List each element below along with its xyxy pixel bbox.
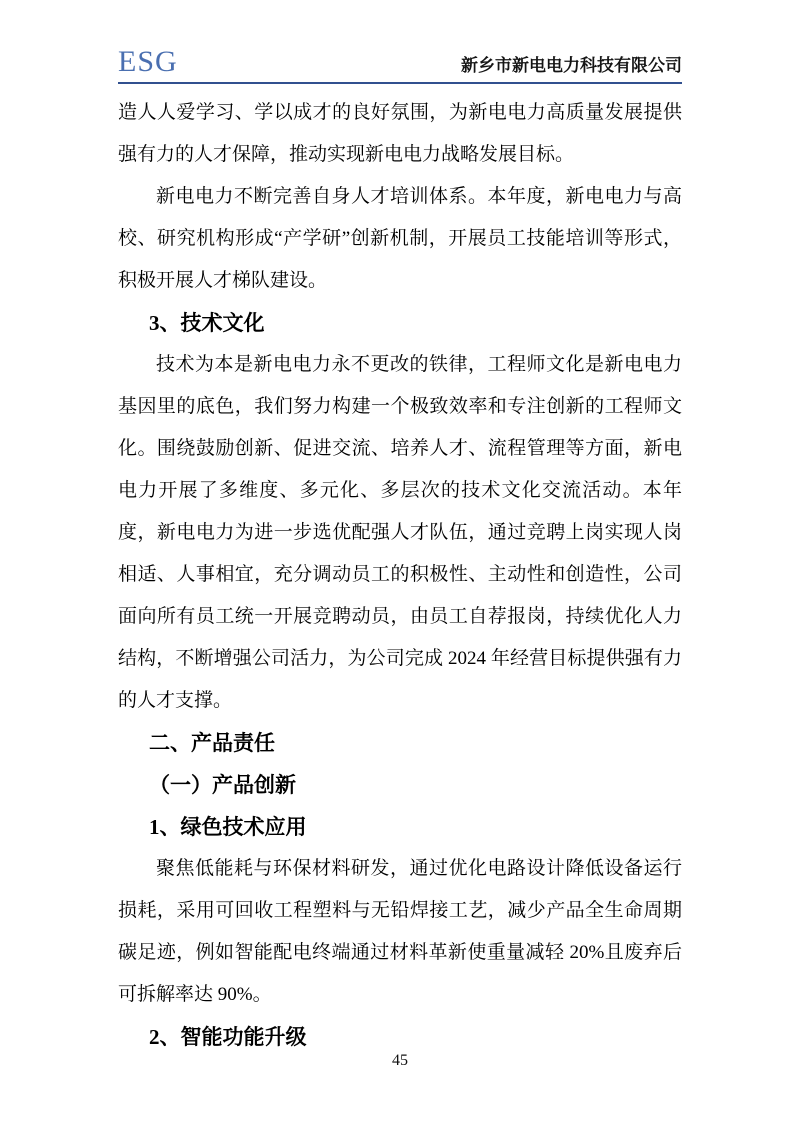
esg-logo: ESG: [118, 45, 178, 78]
document-footer: [0, 1050, 800, 1072]
page-number: 45: [392, 1052, 408, 1069]
document-body: [118, 92, 682, 1058]
section-heading: 2、智能功能升级: [149, 1025, 307, 1049]
body-paragraph: 聚焦低能耗与环保材料研发，通过优化电路设计降低设备运行损耗，采用可回收工程塑料与无铅焊接工艺，减少产品全生命周期碳足迹，例如智能配电终端通过材料革新使重量减轻 20%且废弃后可拆解率达 90%。: [118, 858, 682, 1005]
body-paragraph: 造人人爱学习、学以成才的良好氛围，为新电电力高质量发展提供强有力的人才保障，推动实现新电电力战略发展目标。: [118, 102, 682, 165]
body-paragraph: 新电电力不断完善自身人才培训体系。本年度，新电电力与高校、研究机构形成“产学研”创新机制，开展员工技能培训等形式，积极开展人才梯队建设。: [118, 186, 682, 291]
body-paragraph: 技术为本是新电电力永不更改的铁律，工程师文化是新电电力基因里的底色，我们努力构建一个极致效率和专注创新的工程师文化。围绕鼓励创新、促进交流、培养人才、流程管理等方面，新电电力开展了多维度、多元化、多层次的技术文化交流活动。本年度，新电电力为进一步选优配强人才队伍，通过竞聘上岗实现人岗相适、人事相宜，充分调动员工的积极性、主动性和创造性，公司面向所有员工统一开展竞聘动员，由员工自荐报岗，持续优化人力结构，不断增强公司活力，为公司完成 2024 年经营目标提供强有力的人才支撑。: [118, 354, 682, 711]
company-name: 新乡市新电电力科技有限公司: [461, 56, 682, 75]
section-heading: 1、绿色技术应用: [149, 815, 307, 839]
section-heading: （一）产品创新: [149, 773, 296, 797]
section-heading: 3、技术文化: [149, 311, 265, 335]
document-header: [118, 46, 682, 84]
section-heading: 二、产品责任: [149, 731, 275, 755]
